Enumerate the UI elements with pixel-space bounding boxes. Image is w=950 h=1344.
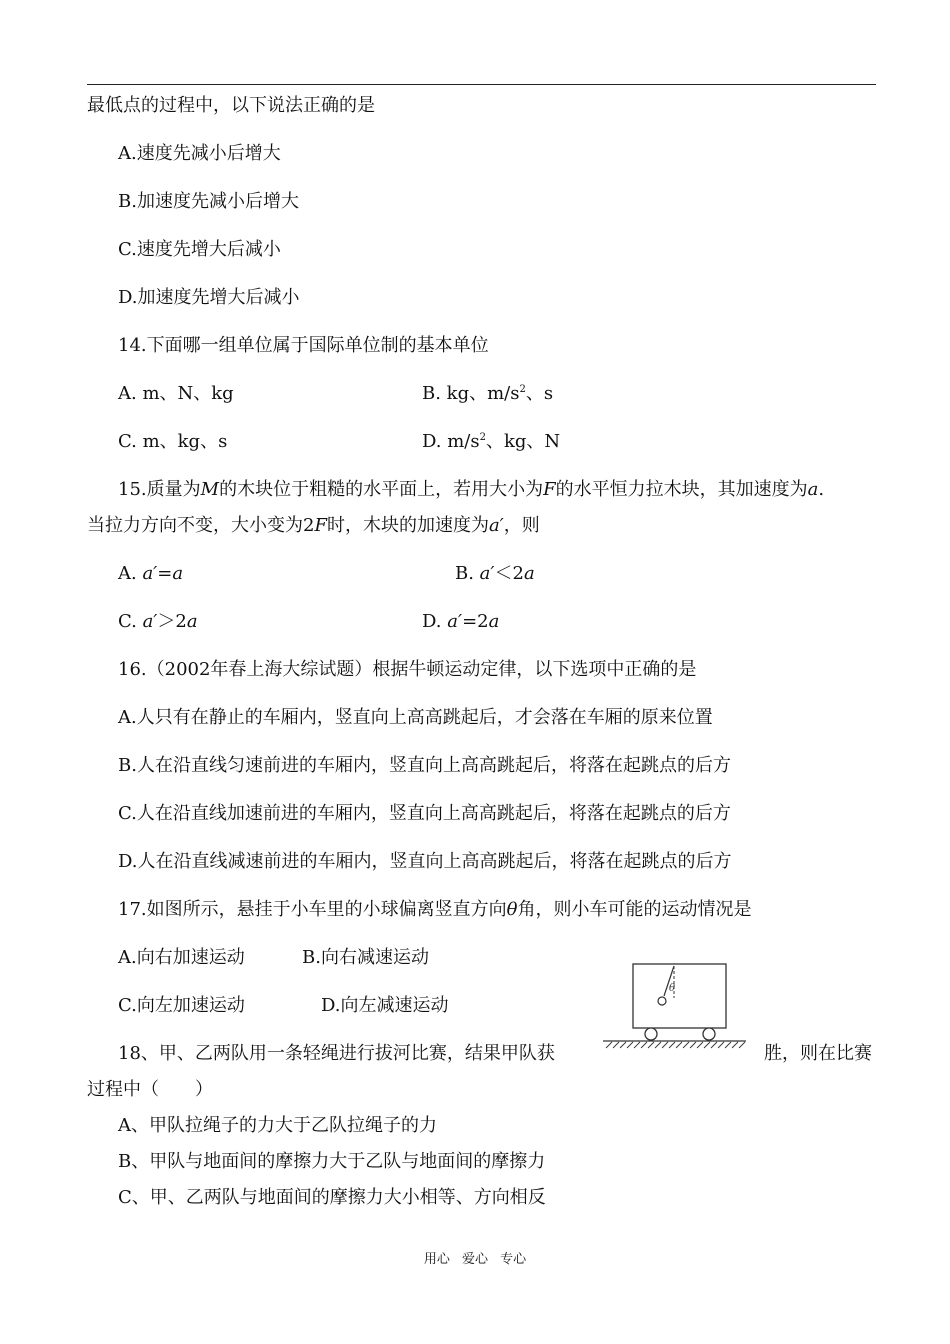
q18-stem-line1: 18、甲、乙两队用一条轻绳进行拔河比赛，结果甲队获 xyxy=(118,1043,555,1064)
q14-stem: 14.下面哪一组单位属于国际单位制的基本单位 xyxy=(118,335,489,356)
q13-option-b: B.加速度先减小后增大 xyxy=(118,191,299,212)
q13-option-d: D.加速度先增大后减小 xyxy=(118,287,300,308)
q16-option-d: D.人在沿直线减速前进的车厢内，竖直向上高高跳起后，将落在起跳点的后方 xyxy=(118,851,732,872)
q18-option-a: A、甲队拉绳子的力大于乙队拉绳子的力 xyxy=(118,1115,437,1136)
q17-option-b: B.向右减速运动 xyxy=(302,947,429,968)
cart-body xyxy=(633,964,726,1028)
q16-option-a: A.人只有在静止的车厢内，竖直向上高高跳起后，才会落在车厢的原来位置 xyxy=(118,707,713,728)
q13-stem: 最低点的过程中，以下说法正确的是 xyxy=(87,95,375,116)
q17-option-d: D.向左减速运动 xyxy=(321,995,449,1016)
q16-option-b: B.人在沿直线匀速前进的车厢内，竖直向上高高跳起后，将落在起跳点的后方 xyxy=(118,755,731,776)
cart-wheel-left xyxy=(645,1028,657,1040)
q18-option-b: B、甲队与地面间的摩擦力大于乙队与地面间的摩擦力 xyxy=(118,1151,546,1172)
theta-label: θ xyxy=(669,983,676,994)
q14-option-c: C. m、kg、s xyxy=(118,431,228,452)
q15-option-b: B. a′＜2a xyxy=(455,563,535,584)
header-rule xyxy=(87,84,876,85)
q15-stem-line1: 15.质量为M的木块位于粗糙的水平面上，若用大小为F的水平恒力拉木块，其加速度为a. xyxy=(118,479,825,500)
q17-stem: 17.如图所示，悬挂于小车里的小球偏离竖直方向θ角，则小车可能的运动情况是 xyxy=(118,899,752,920)
q14-option-d: D. $m/s^2$、kg、N xyxy=(422,431,561,452)
q16-stem: 16.（2002年春上海大综试题）根据牛顿运动定律，以下选项中正确的是 xyxy=(118,659,697,680)
q14-option-b: B. kg、$m/s^2$、s xyxy=(422,383,554,404)
q18-option-c: C、甲、乙两队与地面间的摩擦力大小相等、方向相反 xyxy=(118,1187,546,1208)
q17-option-a: A.向右加速运动 xyxy=(118,947,245,968)
q14-option-a: A. m、N、kg xyxy=(118,383,234,404)
q18-stem-line1-end: 胜，则在比赛 xyxy=(764,1043,872,1064)
pendulum-ball xyxy=(658,997,666,1005)
q15-stem-line2: 当拉力方向不变，大小变为2F时，木块的加速度为a′，则 xyxy=(87,515,540,536)
q13-option-c: C.速度先增大后减小 xyxy=(118,239,281,260)
cart-pendulum-figure xyxy=(598,958,750,1054)
ground-hatching xyxy=(606,1042,745,1048)
q18-stem-line2: 过程中（ ） xyxy=(87,1079,213,1100)
q15-option-a: A. a′=a xyxy=(118,563,184,584)
page-footer: 用心 爱心 专心 xyxy=(423,1252,527,1267)
q15-option-d: D. a′=2a xyxy=(422,611,500,632)
q17-option-c: C.向左加速运动 xyxy=(118,995,245,1016)
q13-option-a: A.速度先减小后增大 xyxy=(118,143,281,164)
cart-wheel-right xyxy=(703,1028,715,1040)
q15-option-c: C. a′＞2a xyxy=(118,611,198,632)
q16-option-c: C.人在沿直线加速前进的车厢内，竖直向上高高跳起后，将落在起跳点的后方 xyxy=(118,803,731,824)
